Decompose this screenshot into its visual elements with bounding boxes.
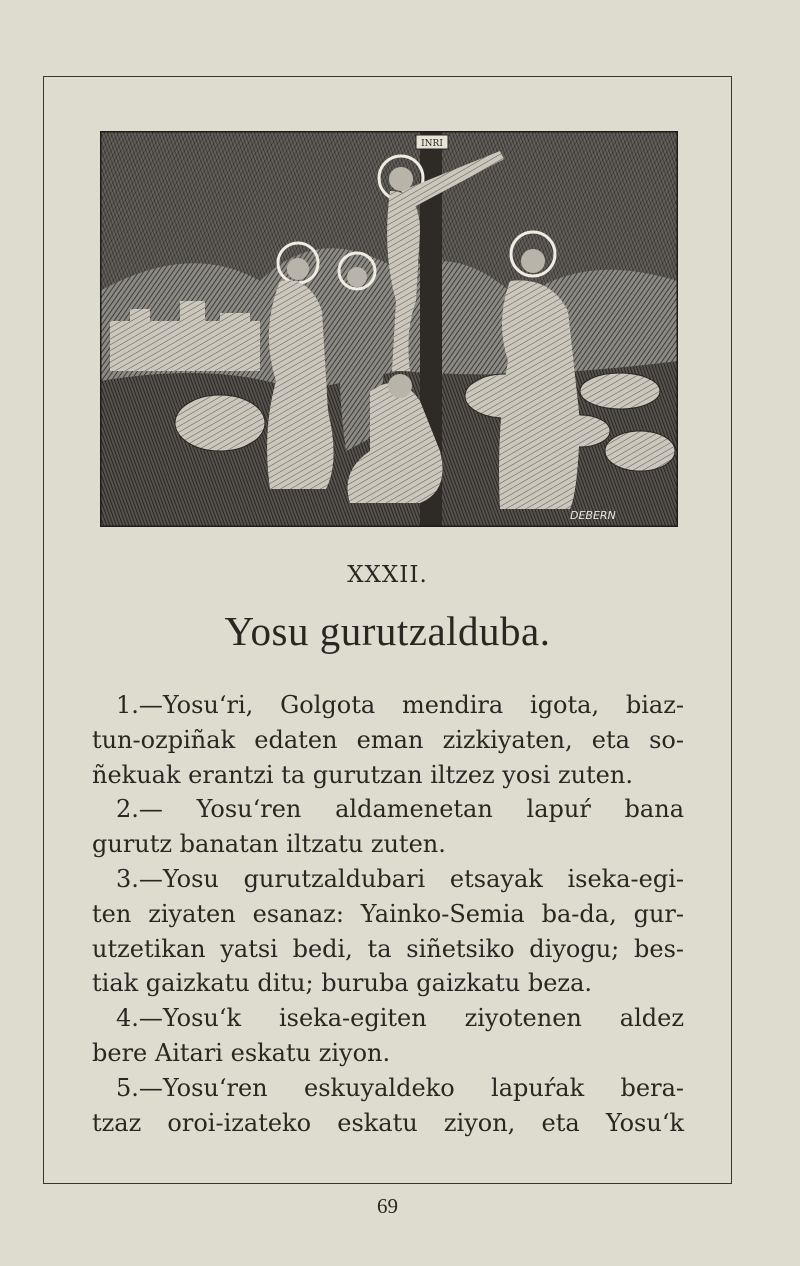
text-line: bere Aitari eskatu ziyon.	[92, 1038, 391, 1067]
text-line: tiak gaizkatu ditu; buruba gaizkatu beza.	[92, 969, 593, 998]
crucifixion-illustration	[100, 131, 678, 527]
text-line: tun-ozpiñak edaten eman zizkiyaten, eta so-	[92, 725, 684, 754]
chapter-title: Yosu gurutzalduba.	[224, 608, 551, 654]
paragraph	[92, 688, 684, 792]
text-line: 5.—Yosu‘ren eskuyaldeko lapuŕak bera-	[116, 1073, 684, 1102]
engraver-signature: DEBERN	[570, 509, 616, 522]
text-line: utzetikan yatsi bedi, ta siñetsiko diyogu; bes-	[92, 934, 684, 963]
page-number: 69	[377, 1194, 398, 1218]
chapter-body	[92, 688, 684, 1140]
text-line: 1.—Yosu‘ri, Golgota mendira igota, biaz-	[116, 691, 684, 719]
cross-sign-text: INRI	[421, 139, 443, 149]
text-line: 2.— Yosu‘ren aldamenetan lapuŕ bana	[116, 795, 684, 824]
paragraph	[92, 792, 684, 862]
text-line: gurutz banatan iltzatu zuten.	[92, 830, 446, 859]
text-line: tzaz oroi-izateko eskatu ziyon, eta Yosu‘k	[92, 1108, 684, 1137]
paragraph	[92, 1001, 684, 1071]
text-line: ten ziyaten esanaz: Yainko-Semia ba-da, gur-	[92, 899, 684, 928]
text-line: ñekuak erantzi ta gurutzan iltzez yosi zuten.	[92, 760, 633, 789]
paragraph	[92, 1071, 684, 1141]
text-line: 3.—Yosu gurutzaldubari etsayak iseka-egi-	[116, 864, 684, 893]
paragraph	[92, 862, 684, 1001]
chapter-number: XXXII.	[347, 562, 428, 588]
text-line: 4.—Yosu‘k iseka-egiten ziyotenen aldez	[116, 1004, 684, 1033]
